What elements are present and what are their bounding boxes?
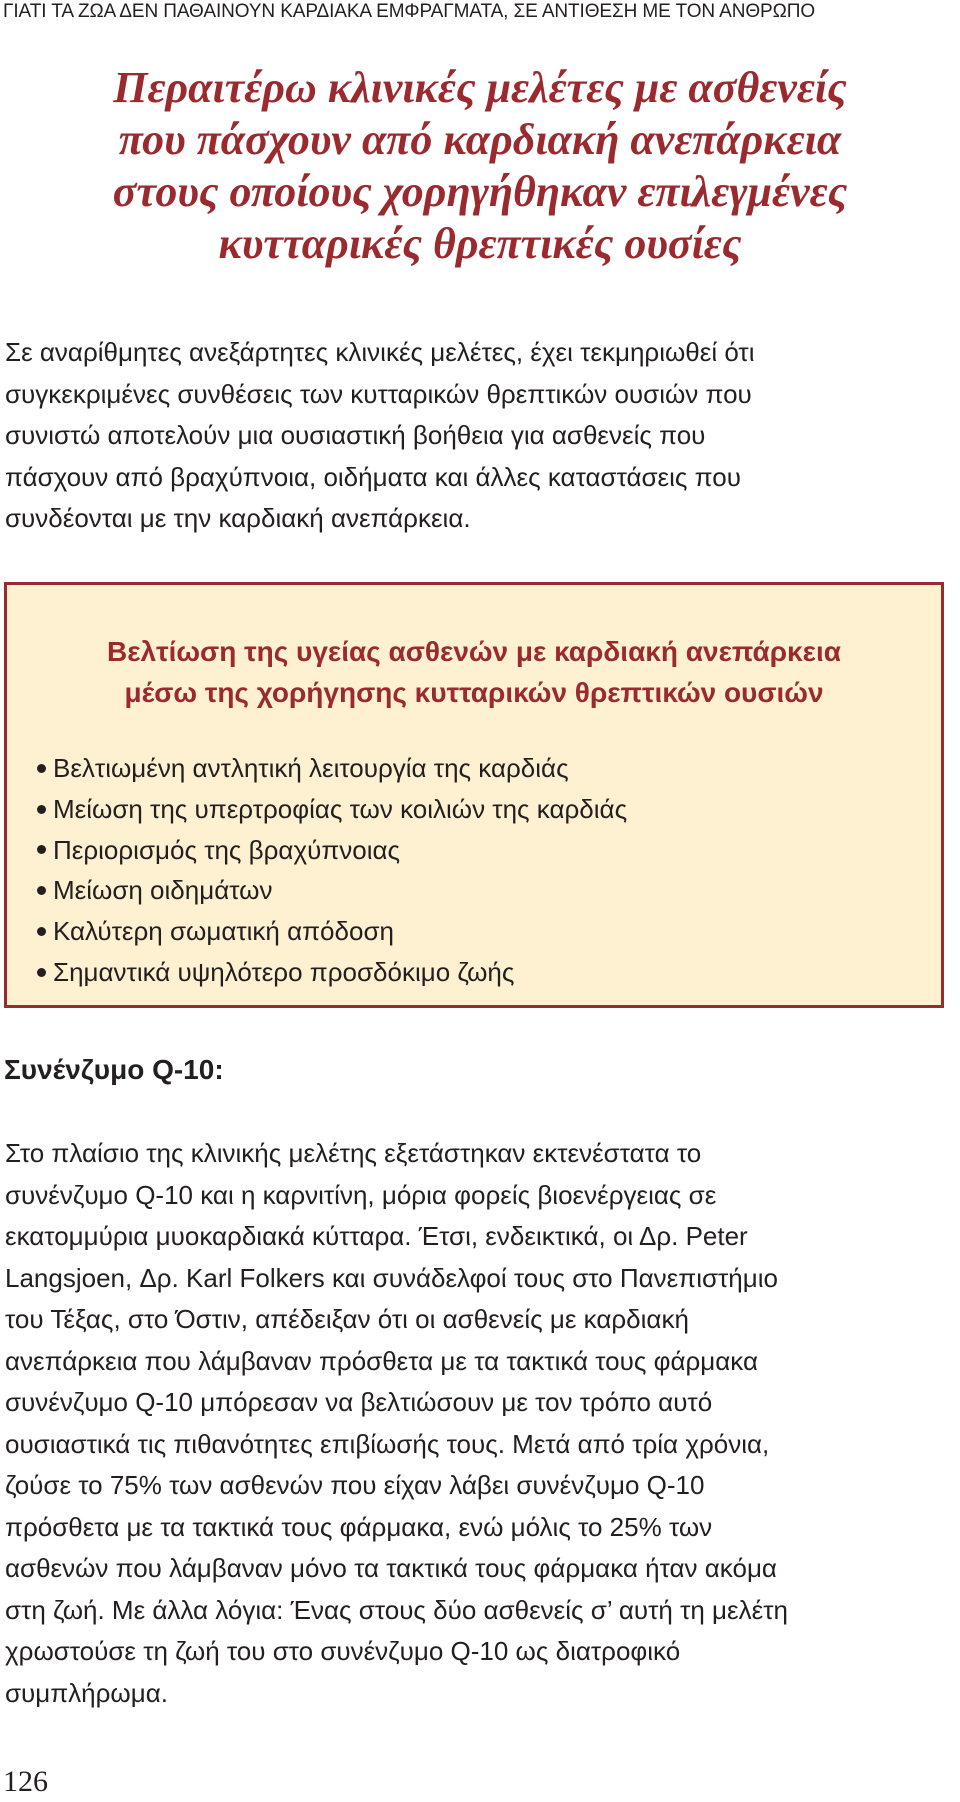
list-item-text: Μείωση της υπερτροφίας των κοιλιών της καρδιάς bbox=[53, 793, 628, 824]
body-line: στη ζωή. Με άλλα λόγια: Ένας στους δύο ασθενείς σ’ αυτή τη μελέτη bbox=[5, 1594, 788, 1625]
body-line: ουσιαστικά τις πιθανότητες επιβίωσής τους. Μετά από τρία χρόνια, bbox=[5, 1428, 770, 1459]
box-title-line: μέσω της χορήγησης κυτταρικών θρεπτικών ουσιών bbox=[124, 677, 824, 708]
body-line: ανεπάρκεια που λάμβαναν πρόσθετα με τα τακτικά τους φάρμακα bbox=[5, 1345, 759, 1376]
list-item bbox=[37, 789, 917, 830]
title-line: που πάσχουν από καρδιακή ανεπάρκεια bbox=[118, 115, 842, 164]
body-line: εκατομμύρια μυοκαρδιακά κύτταρα. Έτσι, ενδεικτικά, οι Δρ. Peter bbox=[5, 1221, 748, 1251]
body-line: συνένζυμο Q-10 και η καρνιτίνη, μόρια φορείς βιοενέργειας σε bbox=[5, 1179, 717, 1210]
body-line: Langsjoen, Δρ. Karl Folkers και συνάδελφοί τους στο Πανεπιστήμιο bbox=[5, 1262, 778, 1293]
intro-paragraph bbox=[5, 332, 955, 540]
running-header: ΓΙΑΤΙ ΤΑ ΖΩΑ ΔΕΝ ΠΑΘΑΙΝΟΥΝ ΚΑΡΔΙΑΚΑ ΕΜΦΡΑΓΜΑΤΑ, ΣΕ ΑΝΤΙΘΕΣΗ ΜΕ ΤΟΝ ΑΝΘΡΩΠΟ bbox=[3, 1, 816, 22]
body-line: ασθενών που λάμβαναν μόνο τα τακτικά τους φάρμακα ήταν ακόμα bbox=[5, 1553, 777, 1583]
body-line: ζούσε το 75% των ασθενών που είχαν λάβει συνένζυμο Q-10 bbox=[5, 1470, 705, 1500]
bullet-icon bbox=[37, 968, 46, 977]
list-item-text: Μείωση οιδημάτων bbox=[53, 875, 273, 906]
intro-line: συνιστώ αποτελούν μια ουσιαστική βοήθεια για ασθενείς που bbox=[5, 420, 706, 450]
body-paragraph bbox=[5, 1133, 955, 1714]
benefits-box bbox=[4, 582, 944, 1008]
list-item bbox=[37, 748, 917, 789]
intro-line: συγκεκριμένες συνθέσεις των κυτταρικών θρεπτικών ουσιών που bbox=[5, 378, 752, 409]
list-item bbox=[37, 952, 917, 993]
title-line: στους οποίους χορηγήθηκαν επιλεγμένες bbox=[112, 167, 848, 216]
bullet-icon bbox=[37, 886, 46, 895]
bullet-icon bbox=[37, 845, 46, 854]
intro-line: συνδέονται με την καρδιακή ανεπάρκεια. bbox=[5, 503, 471, 533]
bullet-icon bbox=[37, 927, 46, 936]
bullet-icon bbox=[37, 805, 46, 814]
intro-line: πάσχουν από βραχύπνοια, οιδήματα και άλλες καταστάσεις που bbox=[5, 461, 741, 492]
list-item-text: Καλύτερη σωματική απόδοση bbox=[53, 916, 394, 947]
body-line: του Τέξας, στο Όστιν, απέδειξαν ότι οι ασθενείς με καρδιακή bbox=[5, 1304, 689, 1334]
intro-line: Σε αναρίθμητες ανεξάρτητες κλινικές μελέτες, έχει τεκμηριωθεί ότι bbox=[5, 337, 755, 367]
benefits-list bbox=[37, 748, 917, 993]
body-line: συμπλήρωμα. bbox=[5, 1677, 168, 1708]
section-heading: Συνένζυμο Q-10: bbox=[4, 1054, 224, 1085]
body-line: χρωστούσε τη ζωή του στο συνένζυμο Q-10 ως διατροφικό bbox=[5, 1636, 681, 1666]
body-line: συνένζυμο Q-10 μπόρεσαν να βελτιώσουν με τον τρόπο αυτό bbox=[5, 1387, 713, 1417]
list-item-text: Βελτιωμένη αντλητική λειτουργία της καρδιάς bbox=[53, 753, 569, 783]
list-item-text: Περιορισμός της βραχύπνοιας bbox=[53, 834, 401, 865]
body-line: πρόσθετα με τα τακτικά τους φάρμακα, ενώ μόλις το 25% των bbox=[5, 1511, 713, 1542]
bullet-icon bbox=[37, 764, 46, 773]
list-item bbox=[37, 830, 917, 871]
box-title-line: Βελτίωση της υγείας ασθενών με καρδιακή ανεπάρκεια bbox=[107, 636, 841, 667]
title-line: Περαιτέρω κλινικές μελέτες με ασθενείς bbox=[113, 63, 847, 112]
page-number: 126 bbox=[3, 1765, 48, 1798]
list-item bbox=[37, 870, 917, 911]
list-item-text: Σημαντικά υψηλότερο προσδόκιμο ζωής bbox=[53, 956, 515, 987]
title-line: κυτταρικές θρεπτικές ουσίες bbox=[218, 219, 742, 268]
body-line: Στο πλαίσιο της κλινικής μελέτης εξετάστηκαν εκτενέστατα το bbox=[5, 1138, 702, 1168]
page-title bbox=[40, 62, 920, 270]
list-item bbox=[37, 911, 917, 952]
benefits-box-title bbox=[7, 631, 941, 713]
